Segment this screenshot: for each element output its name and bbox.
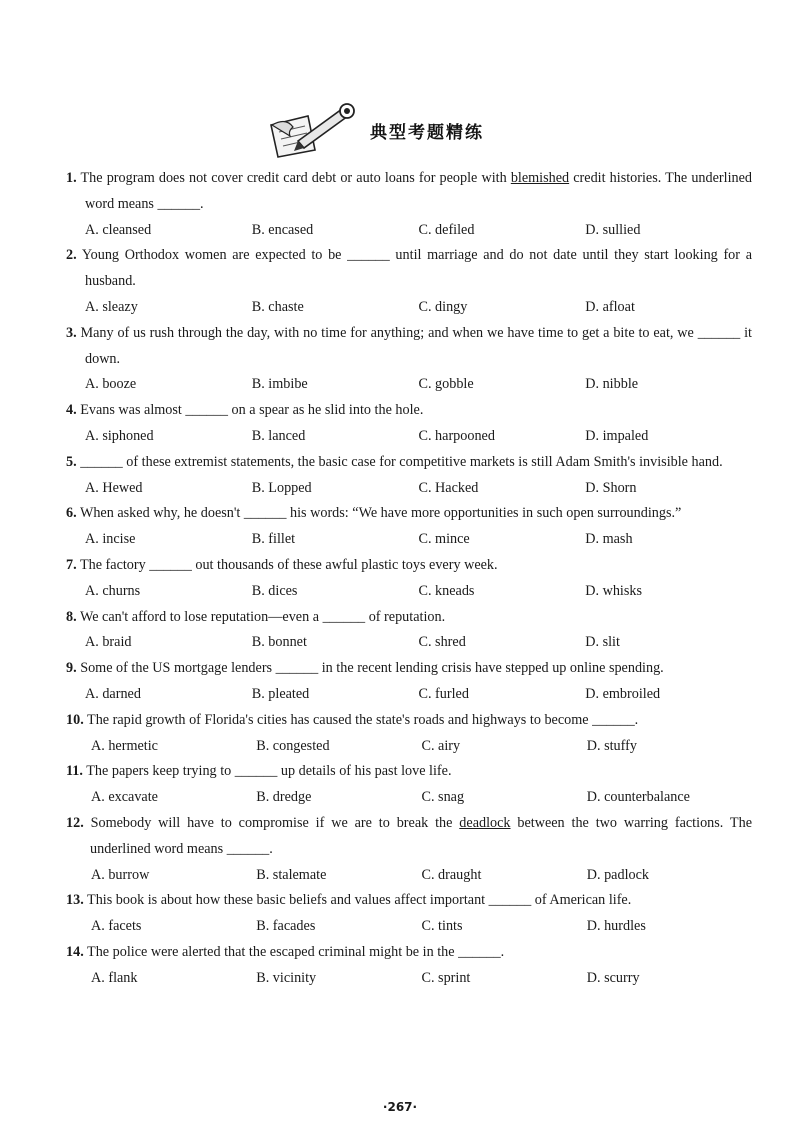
question-text-continued: credit histories. The underlined word means ______. (85, 170, 752, 212)
question-10 (66, 708, 752, 760)
option-a: A. incise (85, 531, 136, 548)
question-text: We can't afford to lose reputation—even a ______ of reputation. (79, 608, 446, 625)
answer-options (66, 476, 752, 502)
question-number: 4. (66, 402, 77, 419)
option-d: D. impaled (585, 427, 649, 444)
question-number: 14. (66, 943, 84, 960)
question-stem (66, 759, 752, 785)
option-b: B. imbibe (251, 376, 308, 393)
option-a: A. hermetic (91, 737, 158, 754)
answer-options (66, 863, 752, 889)
option-a: A. facets (91, 918, 142, 935)
question-stem (66, 243, 752, 295)
question-stem (66, 398, 752, 424)
option-c: C. dingy (418, 298, 468, 315)
option-c: C. defiled (418, 221, 475, 238)
question-stem (66, 605, 752, 631)
option-d: D. sullied (585, 221, 641, 238)
option-b: B. Lopped (251, 479, 312, 496)
question-7 (66, 553, 752, 605)
question-11 (66, 759, 752, 811)
option-b: B. vicinity (256, 969, 317, 986)
question-text: The factory ______ out thousands of these awful plastic toys every week. (79, 556, 498, 573)
option-d: D. scurry (586, 969, 640, 986)
option-a: A. booze (85, 376, 137, 393)
question-stem (66, 450, 752, 476)
question-number: 10. (66, 711, 84, 728)
question-text: Young Orthodox women are expected to be ______ until marriage and do not date until they start looking for a husband. (81, 247, 752, 290)
option-c: C. Hacked (418, 479, 479, 496)
pencil-note-icon (268, 101, 360, 159)
option-b: B. stalemate (256, 866, 327, 883)
option-a: A. flank (91, 969, 138, 986)
answer-options (66, 372, 752, 398)
option-d: D. nibble (585, 376, 639, 393)
option-a: A. siphoned (85, 427, 154, 444)
option-d: D. slit (585, 634, 620, 651)
option-c: C. snag (421, 789, 465, 806)
option-d: D. whisks (585, 582, 643, 599)
option-a: A. sleazy (85, 298, 138, 315)
option-c: C. shred (418, 634, 466, 651)
question-5 (66, 450, 752, 502)
option-b: B. pleated (251, 685, 310, 702)
section-title: 典型考题精练 (370, 122, 484, 143)
question-text: Somebody will have to compromise if we are to break the (90, 814, 460, 831)
question-1 (66, 166, 752, 243)
underlined-word: deadlock (459, 814, 511, 831)
question-number: 11. (66, 763, 83, 780)
option-c: C. sprint (421, 969, 471, 986)
option-d: D. mash (585, 531, 633, 548)
underlined-word: blemished (510, 170, 570, 186)
option-d: D. padlock (586, 866, 650, 883)
option-a: A. Hewed (85, 479, 143, 496)
question-number: 8. (66, 608, 77, 625)
question-stem (66, 321, 752, 373)
option-d: D. afloat (585, 298, 635, 315)
option-b: B. fillet (251, 531, 296, 548)
option-b: B. bonnet (251, 634, 307, 651)
answer-options (66, 734, 752, 760)
option-c: C. kneads (418, 582, 475, 599)
answer-options (66, 295, 752, 321)
question-list (66, 166, 752, 992)
question-4 (66, 398, 752, 450)
option-a: A. braid (85, 634, 132, 651)
option-a: A. cleansed (85, 221, 152, 238)
option-c: C. mince (418, 531, 470, 548)
question-13 (66, 888, 752, 940)
question-text: ______ of these extremist statements, the basic case for competitive markets is still Adam Smith's invisible hand. (80, 453, 723, 470)
option-d: D. stuffy (586, 737, 637, 754)
option-c: C. draught (421, 866, 482, 883)
page-number: ·267· (382, 1100, 418, 1114)
option-b: B. congested (256, 737, 330, 754)
question-12 (66, 811, 752, 888)
question-text: The rapid growth of Florida's cities has caused the state's roads and highways to become ______. (87, 711, 639, 728)
question-text: The program does not cover credit card debt or auto loans for people with (80, 170, 511, 186)
option-a: A. darned (85, 685, 141, 702)
question-number: 7. (66, 556, 77, 573)
option-b: B. dices (251, 582, 298, 599)
question-stem (66, 811, 752, 863)
option-b: B. encased (251, 221, 314, 238)
question-number: 13. (66, 892, 84, 909)
question-number: 9. (66, 660, 77, 677)
question-stem (66, 501, 752, 527)
question-text-continued: between the two warring factions. The underlined word means ______. (90, 814, 752, 857)
question-text: Evans was almost ______ on a spear as he slid into the hole. (80, 402, 424, 419)
option-c: C. tints (421, 918, 463, 935)
option-b: B. chaste (251, 298, 304, 315)
option-c: C. gobble (418, 376, 474, 393)
question-number: 5. (66, 453, 77, 470)
question-text: The papers keep trying to ______ up details of his past love life. (86, 763, 452, 780)
option-c: C. airy (421, 737, 461, 754)
answer-options (66, 579, 752, 605)
answer-options (66, 527, 752, 553)
question-number: 3. (66, 324, 77, 341)
question-stem (66, 708, 752, 734)
option-d: D. Shorn (585, 479, 637, 496)
option-d: D. hurdles (586, 918, 646, 935)
option-a: A. burrow (91, 866, 150, 883)
option-b: B. lanced (251, 427, 306, 444)
section-header (268, 100, 484, 160)
answer-options (66, 682, 752, 708)
question-14 (66, 940, 752, 992)
question-number: 2. (66, 247, 77, 264)
answer-options (66, 630, 752, 656)
answer-options (66, 218, 752, 244)
option-b: B. facades (256, 918, 316, 935)
option-d: D. counterbalance (586, 789, 690, 806)
question-text: Some of the US mortgage lenders ______ in the recent lending crisis have stepped up online spending. (80, 660, 664, 677)
option-c: C. harpooned (418, 427, 495, 444)
question-2 (66, 243, 752, 320)
option-a: A. excavate (91, 789, 158, 806)
question-text: This book is about how these basic beliefs and values affect important ______ of American life. (87, 892, 632, 909)
question-6 (66, 501, 752, 553)
question-text: The police were alerted that the escaped criminal might be in the ______. (87, 943, 505, 960)
question-text: When asked why, he doesn't ______ his words: “We have more opportunities in such open surroundings.” (79, 505, 682, 522)
option-d: D. embroiled (585, 685, 661, 702)
answer-options (66, 785, 752, 811)
question-8 (66, 605, 752, 657)
option-a: A. churns (85, 582, 141, 599)
answer-options (66, 424, 752, 450)
question-stem (66, 940, 752, 966)
answer-options (66, 914, 752, 940)
question-stem (66, 888, 752, 914)
option-b: B. dredge (256, 789, 312, 806)
question-stem (66, 656, 752, 682)
question-text: Many of us rush through the day, with no time for anything; and when we have time to get a bite to eat, we ______ it down. (80, 324, 752, 367)
question-stem (66, 166, 752, 218)
question-9 (66, 656, 752, 708)
question-number: 1. (66, 170, 77, 186)
question-number: 6. (66, 505, 77, 522)
question-stem (66, 553, 752, 579)
option-c: C. furled (418, 685, 469, 702)
answer-options (66, 966, 752, 992)
question-3 (66, 321, 752, 398)
question-number: 12. (66, 814, 84, 831)
